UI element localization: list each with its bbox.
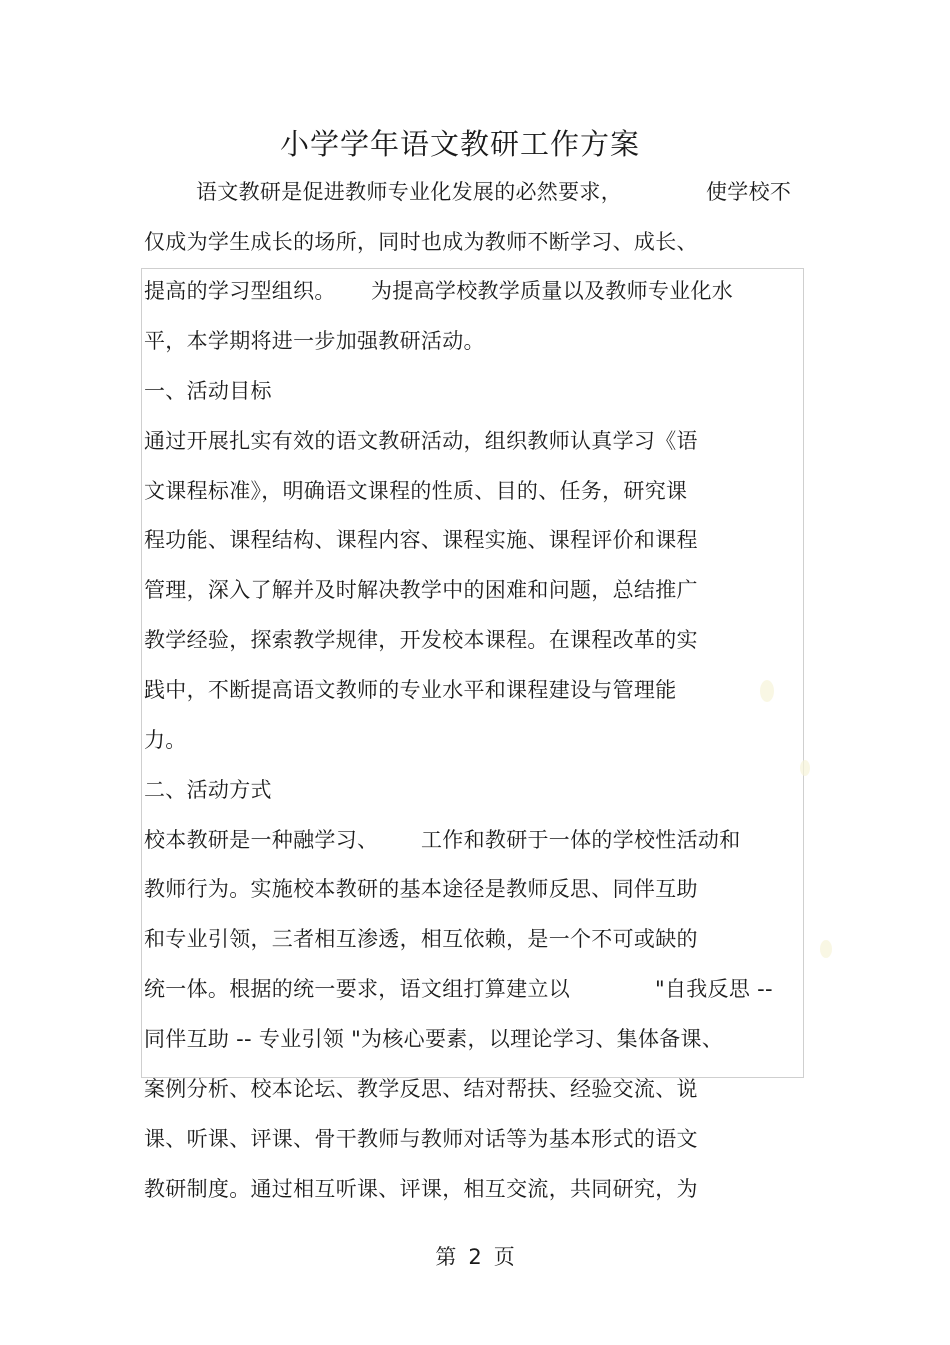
- body-line: 教学经验，探索教学规律，开发校本课程。在课程改革的实: [144, 628, 698, 652]
- body-line: 教师行为。实施校本教研的基本途径是教师反思、同伴互助: [144, 877, 698, 901]
- body-line: 通过开展扎实有效的语文教研活动，组织教师认真学习《语: [144, 429, 698, 453]
- body-line: 和专业引领，三者相互渗透，相互依赖，是一个不可或缺的: [144, 927, 698, 951]
- body-line: 文课程标准》，明确语文课程的性质、目的、任务，研究课: [144, 479, 688, 503]
- body-line: 课、听课、评课、骨干教师与教师对话等为基本形式的语文: [144, 1127, 698, 1151]
- scan-smudge: [820, 940, 832, 958]
- body-line: 为提高学校教学质量以及教师专业化水: [371, 279, 734, 303]
- body-line: 统一体。根据的统一要求，语文组打算建立以: [144, 977, 570, 1001]
- page-number: 2: [468, 1245, 482, 1269]
- section-heading: 一、活动目标: [144, 379, 272, 403]
- body-line: 管理，深入了解并及时解决教学中的困难和问题，总结推广: [144, 578, 698, 602]
- body-line: "自我反思 --: [655, 977, 773, 1001]
- scan-smudge: [800, 760, 810, 776]
- footer-prefix: 第: [435, 1245, 457, 1269]
- body-line: 工作和教研于一体的学校性活动和: [421, 828, 741, 852]
- body-line: 提高的学习型组织。: [144, 279, 336, 303]
- body-line: 语文教研是促进教师专业化发展的必然要求，: [196, 180, 622, 204]
- body-line: 案例分析、校本论坛、教学反思、结对帮扶、经验交流、说: [144, 1077, 698, 1101]
- section-heading: 二、活动方式: [144, 778, 272, 802]
- footer-suffix: 页: [493, 1245, 515, 1269]
- page-footer: [0, 1242, 950, 1272]
- body-line: 践中，不断提高语文教师的专业水平和课程建设与管理能: [144, 678, 677, 702]
- body-line: 同伴互助 -- 专业引领 "为核心要素，以理论学习、集体备课、: [144, 1027, 724, 1051]
- document-title: 小学学年语文教研工作方案: [279, 127, 640, 161]
- body-line: 平，本学期将进一步加强教研活动。: [144, 329, 485, 353]
- scan-smudge: [760, 680, 774, 702]
- body-line: 教研制度。通过相互听课、评课，相互交流，共同研究，为: [144, 1177, 698, 1201]
- body-line: 程功能、课程结构、课程内容、课程实施、课程评价和课程: [144, 528, 698, 552]
- body-line: 校本教研是一种融学习、: [144, 828, 379, 852]
- body-line: 力。: [144, 728, 187, 752]
- body-line: 使学校不: [706, 180, 792, 204]
- body-line: 仅成为学生成长的场所，同时也成为教师不断学习、成长、: [144, 230, 698, 254]
